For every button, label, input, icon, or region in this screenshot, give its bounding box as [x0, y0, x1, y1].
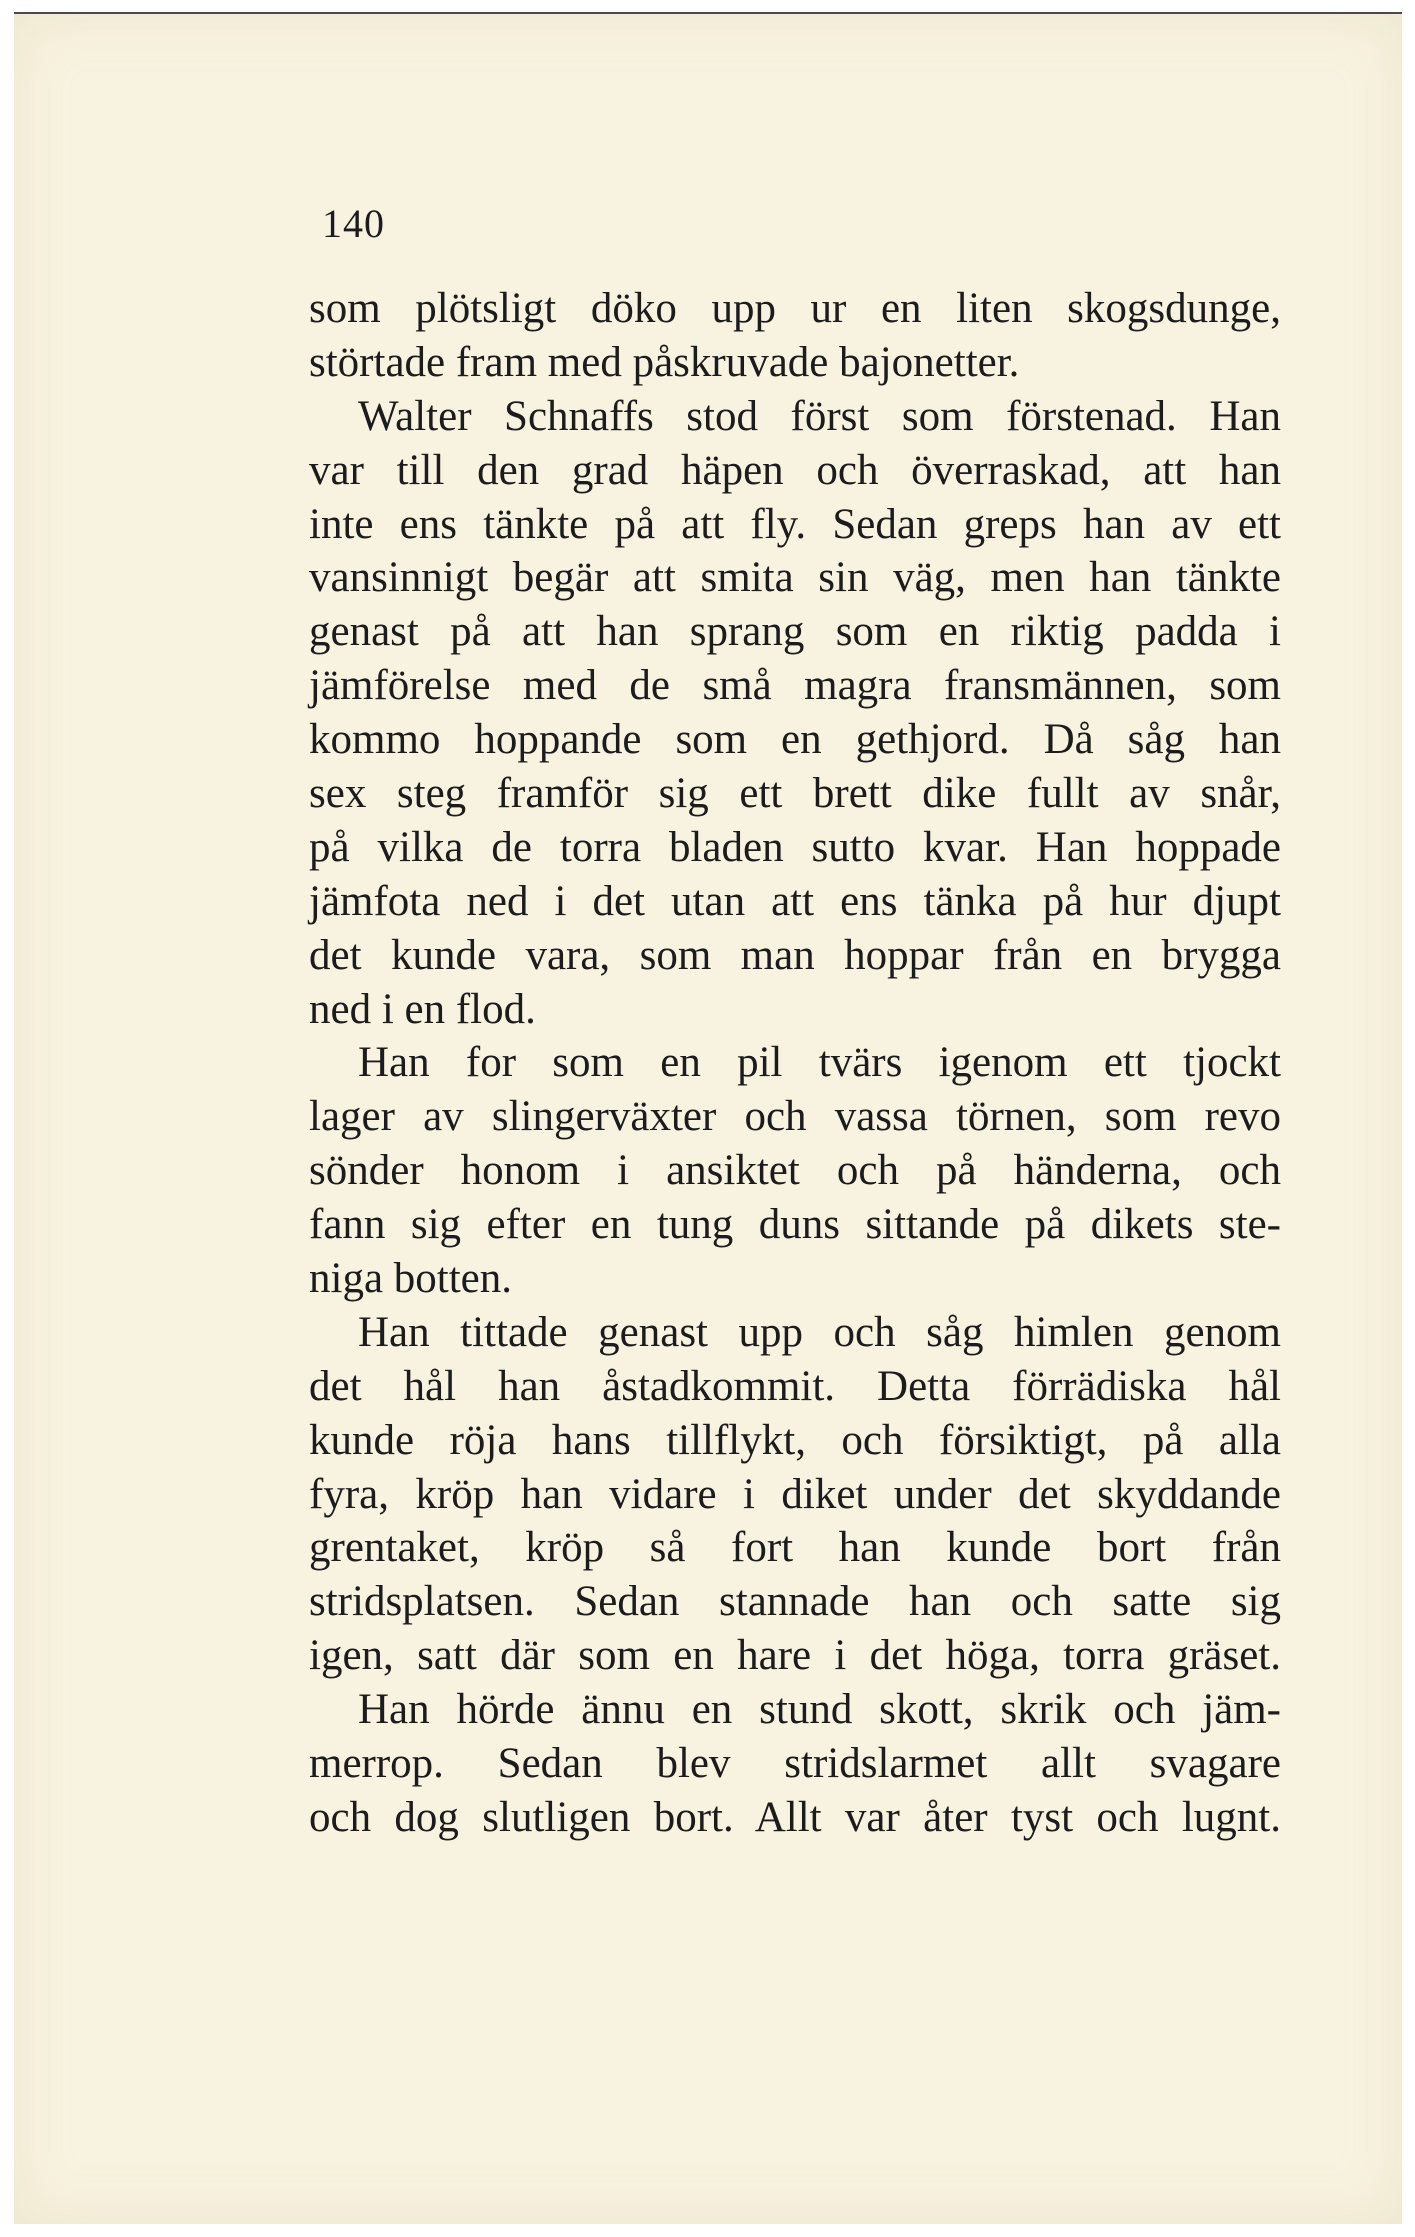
text-line: stridsplatsen. Sedan stannade han och satte sig [309, 1578, 1281, 1626]
text-line: störtade fram med påskruvade bajonetter. [309, 338, 1020, 386]
book-page [14, 12, 1402, 2224]
text-line: igen, satt där som en hare i det höga, torra gräset. [309, 1632, 1281, 1680]
text-line: lager av slingerväxter och vassa törnen, som revo [309, 1093, 1281, 1141]
text-line: ned i en flod. [309, 985, 536, 1033]
body-text [309, 282, 1281, 1845]
text-line: grentaket, kröp så fort han kunde bort från [309, 1524, 1281, 1572]
text-line: på vilka de torra bladen sutto kvar. Han hoppade [309, 823, 1281, 871]
text-line: vansinnigt begär att smita sin väg, men han tänkte [309, 554, 1281, 602]
page-number: 140 [322, 201, 385, 246]
text-line: och dog slutligen bort. Allt var åter tyst och lugnt. [309, 1793, 1281, 1841]
text-line: genast på att han sprang som en riktig padda i [309, 608, 1281, 656]
text-line: kommo hoppande som en gethjord. Då såg han [309, 716, 1281, 764]
text-line: det kunde vara, som man hoppar från en brygga [309, 931, 1281, 979]
text-line: som plötsligt döko upp ur en liten skogsdunge, [309, 285, 1281, 332]
text-line: inte ens tänkte på att fly. Sedan greps han av ett [309, 500, 1281, 548]
text-line: Han tittade genast upp och såg himlen genom [358, 1308, 1281, 1356]
text-line: Walter Schnaffs stod först som förstenad. Han [358, 392, 1281, 440]
text-line: merrop. Sedan blev stridslarmet allt svagare [309, 1740, 1281, 1788]
text-line: fann sig efter en tung duns sittande på dikets ste- [309, 1201, 1281, 1249]
text-line: sex steg framför sig ett brett dike fullt av snår, [309, 770, 1281, 818]
text-line: sönder honom i ansiktet och på händerna, och [309, 1147, 1281, 1195]
text-line: Han hörde ännu en stund skott, skrik och jäm- [358, 1686, 1281, 1734]
text-line: jämförelse med de små magra fransmännen, som [309, 662, 1281, 710]
text-line: var till den grad häpen och överraskad, att han [309, 446, 1281, 494]
text-line: niga botten. [309, 1255, 513, 1303]
text-line: kunde röja hans tillflykt, och försiktigt, på alla [309, 1416, 1281, 1464]
text-line: det hål han åstadkommit. Detta förrädiska hål [309, 1362, 1281, 1410]
text-line: Han for som en pil tvärs igenom ett tjockt [358, 1039, 1281, 1087]
text-line: fyra, kröp han vidare i diket under det skyddande [309, 1470, 1281, 1518]
text-line: jämfota ned i det utan att ens tänka på hur djupt [309, 877, 1281, 925]
